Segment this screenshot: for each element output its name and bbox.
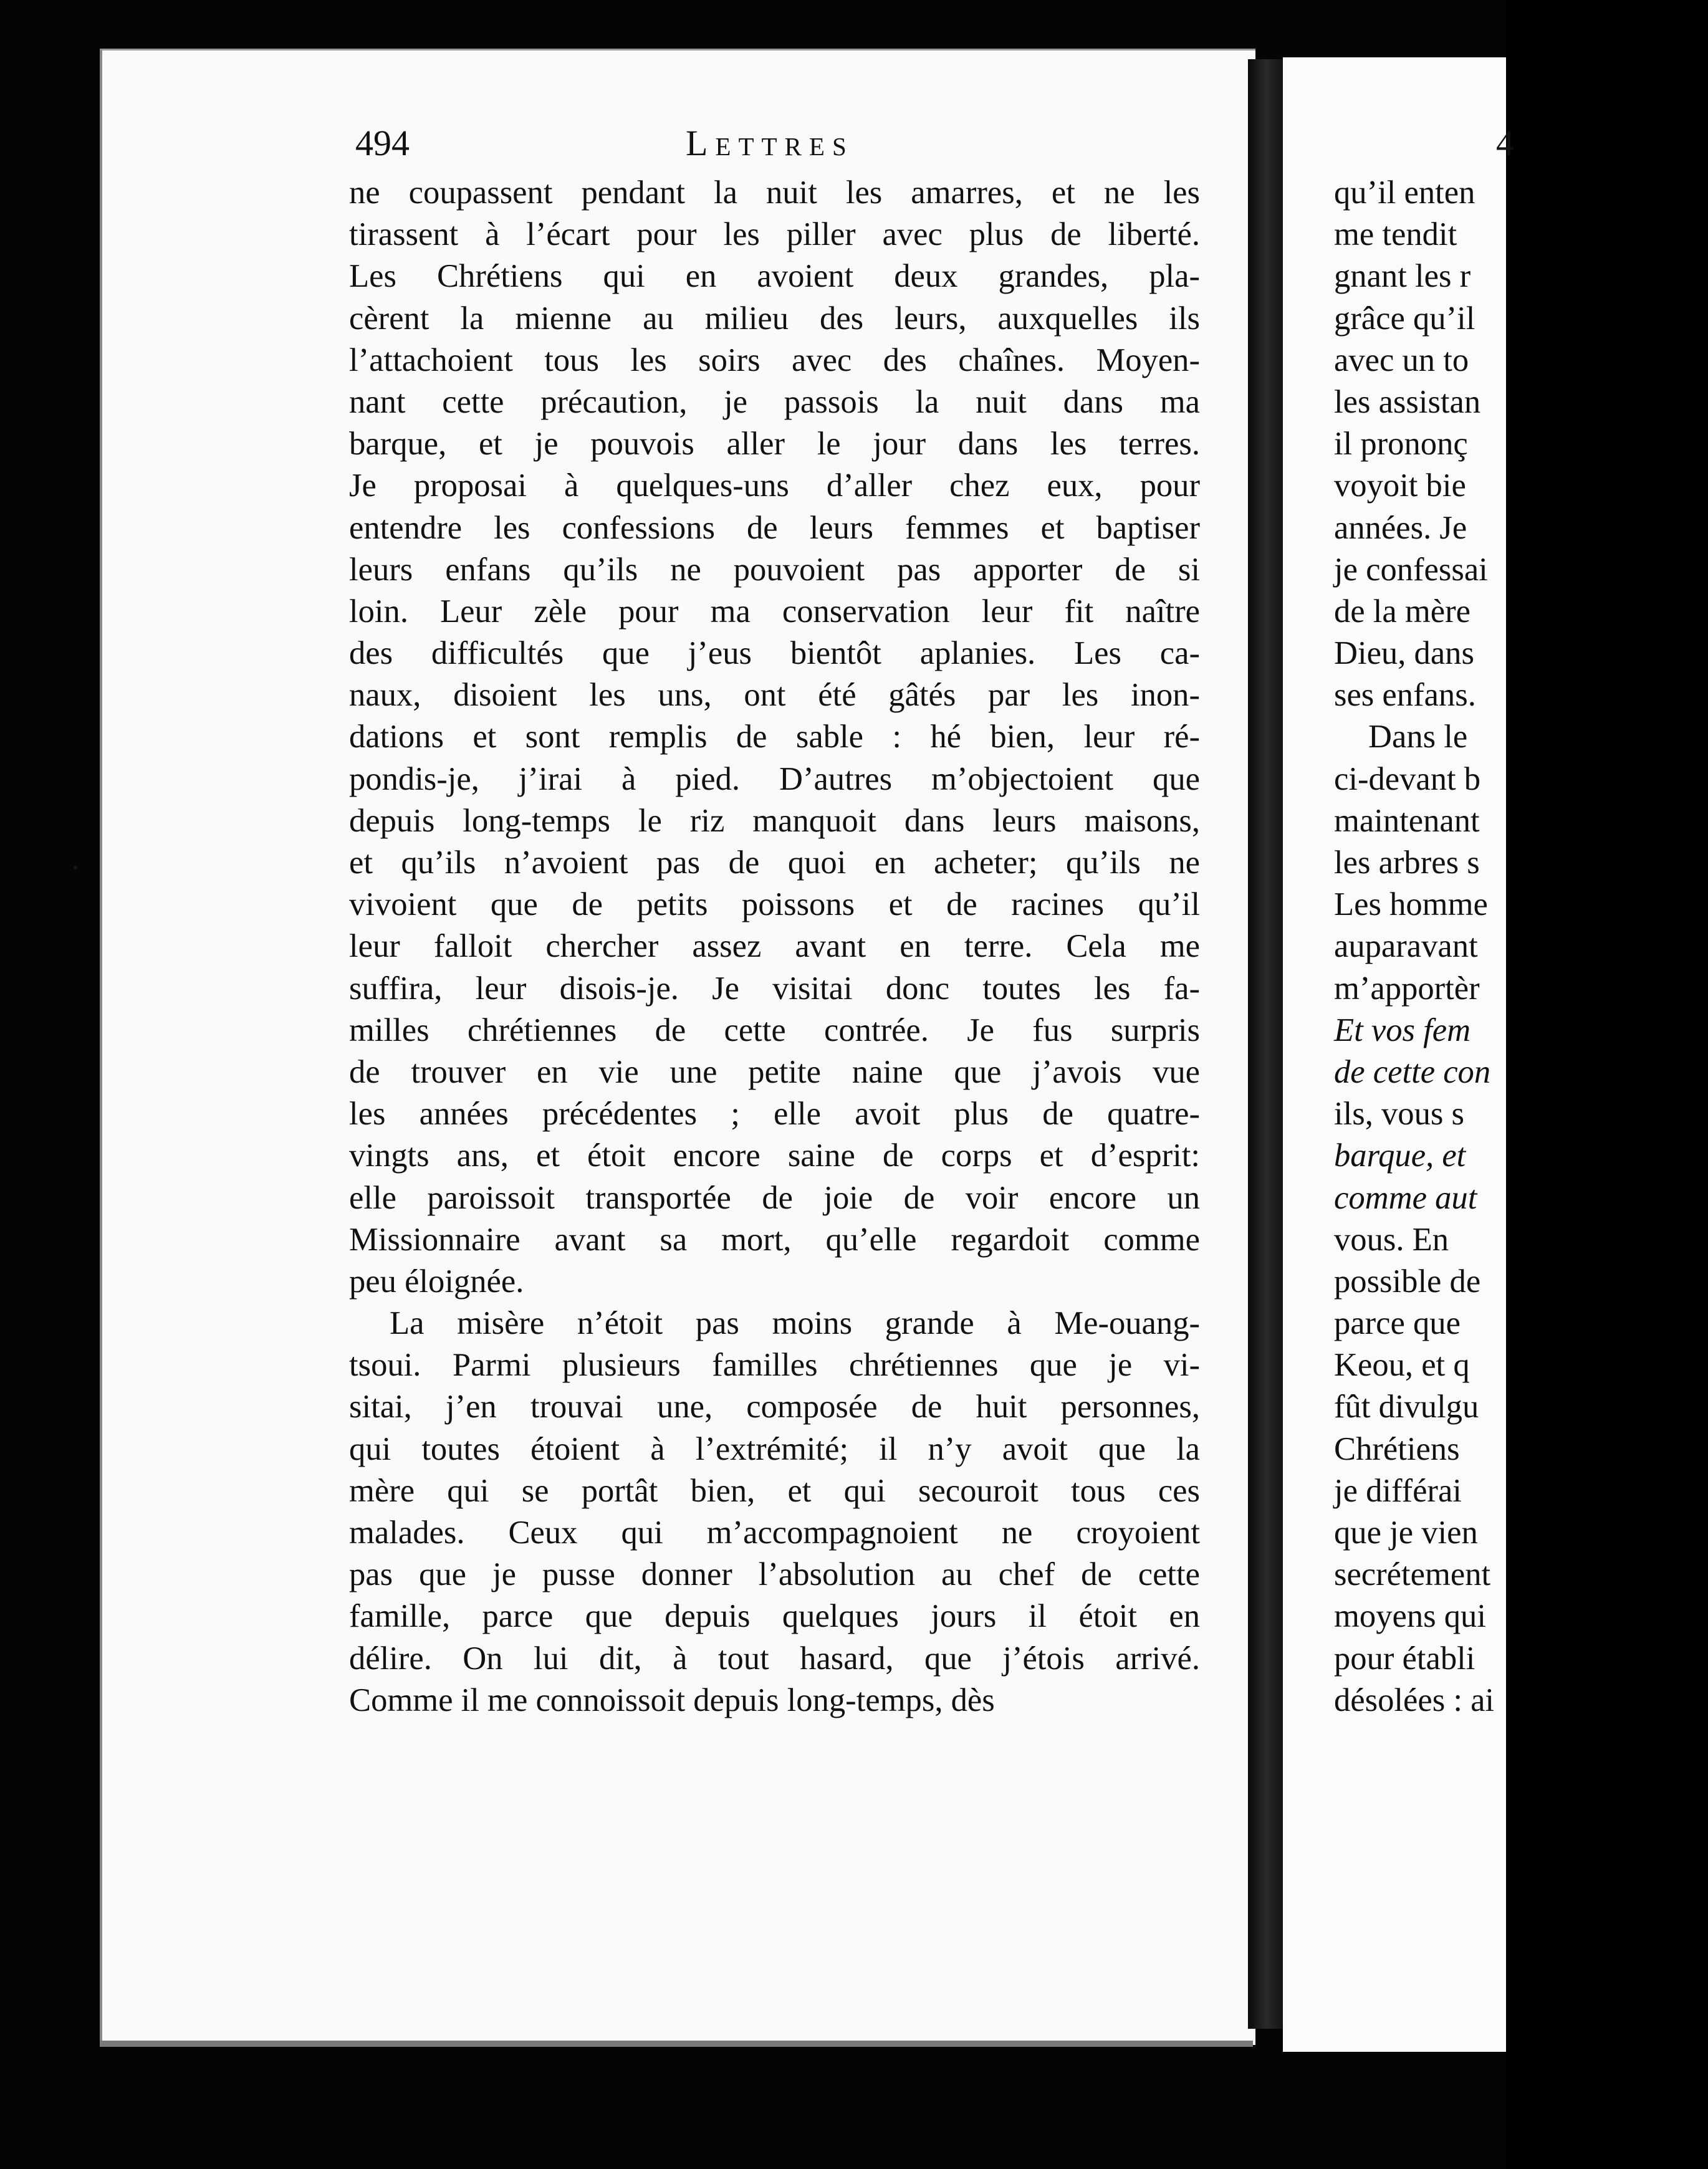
text-line: avec un to [1334, 342, 1469, 378]
text-line: l’attachoient tous les soirs avec des chaînes. Moyen- [349, 342, 1200, 378]
text-line: barque, et je pouvois aller le jour dans les terres. [349, 426, 1200, 462]
running-head: Lettres [686, 123, 854, 163]
text-line: Comme il me connoissoit depuis long-temps, dès [349, 1682, 995, 1718]
text-line: auparavant [1334, 928, 1478, 965]
text-line: Je proposai à quelques-uns d’aller chez eux, pour [349, 467, 1200, 504]
book-gutter [1248, 59, 1284, 2029]
text-line: ses enfans. [1334, 677, 1476, 714]
text-line: grâce qu’il [1334, 300, 1475, 337]
text-line: années. Je [1334, 509, 1467, 546]
text-line: nant cette précaution, je passois la nuit dans ma [349, 383, 1200, 420]
text-line: maintenant [1334, 802, 1480, 839]
text-line: comme aut [1334, 1179, 1477, 1216]
text-line: moyens qui [1334, 1598, 1486, 1635]
text-line: mère qui se portât bien, et qui secouroit tous ces [349, 1472, 1200, 1509]
page-bottom-edge [100, 2041, 1253, 2047]
text-line: qui toutes étoient à l’extrémité; il n’y avoit que la [349, 1430, 1200, 1467]
text-line: les assistan [1334, 383, 1481, 420]
text-line: Chrétiens [1334, 1430, 1460, 1467]
text-line: elle paroissoit transportée de joie de voir encore un [349, 1179, 1200, 1216]
text-line: milles chrétiennes de cette contrée. Je fus surpris [349, 1012, 1200, 1048]
text-line: et qu’ils n’avoient pas de quoi en acheter; qu’ils ne [349, 845, 1200, 881]
text-line: les années précédentes ; elle avoit plus de quatre- [349, 1096, 1200, 1132]
text-line: vivoient que de petits poissons et de racines qu’il [349, 886, 1200, 923]
text-line: parce que [1334, 1305, 1461, 1342]
text-line: malades. Ceux qui m’accompagnoient ne croyoient [349, 1515, 1200, 1551]
text-line: entendre les confessions de leurs femmes et baptiser [349, 509, 1200, 546]
text-line: cèrent la mienne au milieu des leurs, auxquelles ils [349, 300, 1200, 337]
text-line: Les homme [1334, 886, 1488, 923]
left-page-body [349, 172, 1200, 1721]
text-line: suffira, leur disois-je. Je visitai donc toutes les fa- [349, 970, 1200, 1007]
text-line: je confessai [1334, 551, 1488, 588]
text-line: m’apportèr [1334, 970, 1480, 1007]
text-line: désolées : ai [1334, 1682, 1495, 1718]
text-line: vingts ans, et étoit encore saine de corps et d’esprit: [349, 1137, 1200, 1174]
text-line: gnant les r [1334, 258, 1471, 295]
text-line: Missionnaire avant sa mort, qu’elle regardoit comme [349, 1221, 1200, 1258]
right-page-body [1334, 172, 1708, 1721]
text-line: Dieu, dans [1334, 635, 1474, 672]
text-line: fût divulgu [1334, 1389, 1479, 1425]
text-line: leur falloit chercher assez avant en terre. Cela me [349, 928, 1200, 965]
text-line: ne coupassent pendant la nuit les amarres, et ne les [349, 175, 1200, 211]
text-line: sitai, j’en trouvai une, composée de huit personnes, [349, 1389, 1200, 1425]
right-page-number: 4 [1496, 123, 1514, 163]
text-line: pas que je pusse donner l’absolution au chef de cette [349, 1556, 1200, 1593]
text-line: de cette con [1334, 1053, 1491, 1090]
text-line: il prononç [1334, 426, 1468, 462]
text-line: possible de [1334, 1263, 1481, 1300]
text-line: secrétement [1334, 1556, 1491, 1593]
text-line: La misère n’étoit pas moins grande à Me-ouang- [390, 1305, 1200, 1342]
text-line: Et vos fem [1334, 1012, 1471, 1048]
text-line: de trouver en vie une petite naine que j’avois vue [349, 1053, 1200, 1090]
text-line: ci-devant b [1334, 760, 1481, 797]
text-line: pondis-je, j’irai à pied. D’autres m’objectoient que [349, 760, 1200, 797]
text-line: barque, et [1334, 1137, 1466, 1174]
text-line: vous. En [1334, 1221, 1449, 1258]
text-line: délire. On lui dit, à tout hasard, que j’étois arrivé. [349, 1640, 1200, 1677]
text-line: Keou, et q [1334, 1347, 1470, 1384]
page-number: 494 [355, 123, 410, 163]
text-line: tsoui. Parmi plusieurs familles chrétiennes que je vi- [349, 1347, 1200, 1384]
text-line: tirassent à l’écart pour les piller avec plus de liberté. [349, 216, 1200, 253]
text-line: les arbres s [1334, 845, 1480, 881]
text-line: de la mère [1334, 593, 1471, 630]
text-line: je différai [1334, 1472, 1462, 1509]
text-line: que je vien [1334, 1515, 1478, 1551]
text-line: voyoit bie [1334, 467, 1466, 504]
text-line: Dans le [1368, 719, 1468, 755]
text-line: depuis long-temps le riz manquoit dans leurs maisons, [349, 802, 1200, 839]
text-line: Les Chrétiens qui en avoient deux grandes, pla- [349, 258, 1200, 295]
text-line: famille, parce que depuis quelques jours il étoit en [349, 1598, 1200, 1635]
text-line: peu éloignée. [349, 1263, 524, 1300]
text-line: dations et sont remplis de sable : hé bien, leur ré- [349, 719, 1200, 755]
text-line: naux, disoient les uns, ont été gâtés par les inon- [349, 677, 1200, 714]
text-line: leurs enfans qu’ils ne pouvoient pas apporter de si [349, 551, 1200, 588]
text-line: ils, vous s [1334, 1096, 1464, 1132]
text-line: loin. Leur zèle pour ma conservation leur fit naître [349, 593, 1200, 630]
text-line: me tendit [1334, 216, 1457, 253]
text-line: des difficultés que j’eus bientôt aplanies. Les ca- [349, 635, 1200, 672]
text-line: qu’il enten [1334, 175, 1475, 211]
text-line: pour établi [1334, 1640, 1475, 1677]
page-header [355, 118, 1197, 168]
